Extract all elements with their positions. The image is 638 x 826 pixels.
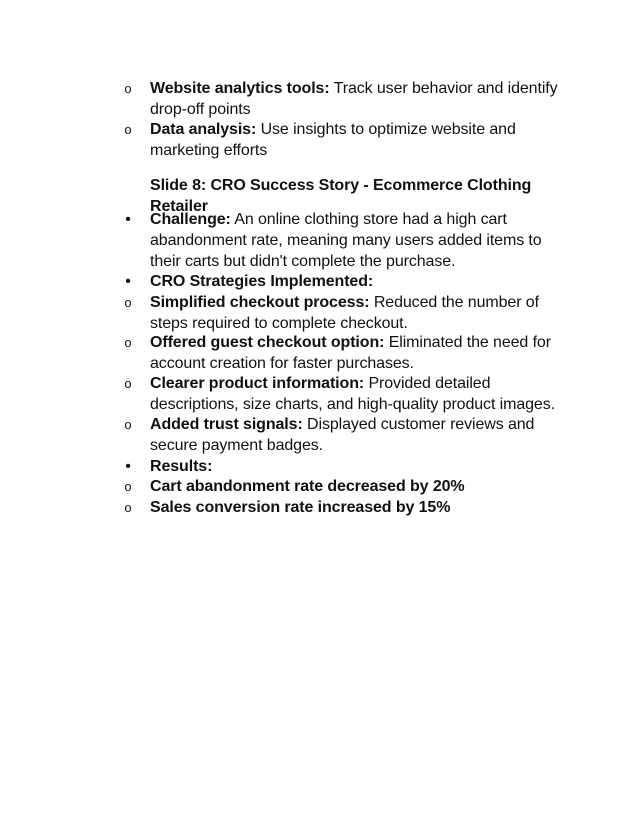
slide-heading: Slide 8: CRO Success Story - Ecommerce Clothing Retailer — [150, 177, 532, 215]
filled-bullet-icon: • — [125, 273, 131, 290]
list-item-label: Website analytics tools: — [150, 80, 330, 97]
hollow-bullet-icon: o — [124, 335, 132, 350]
list-item-label: Clearer product information: — [150, 375, 365, 392]
list-item-body: Use insights to optimize website and marketing efforts — [150, 121, 516, 159]
hollow-bullet-icon: o — [124, 417, 132, 432]
list-item-label: Results: — [150, 458, 213, 475]
list-item-label: Simplified checkout process: — [150, 294, 370, 311]
list-item-body: An online clothing store had a high cart abandonment rate, meaning many users added items to their carts but didn't complete the purchase. — [150, 211, 542, 270]
hollow-bullet-icon: o — [124, 81, 132, 96]
list-item-body: Displayed customer reviews and secure payment badges. — [150, 416, 535, 454]
hollow-bullet-icon: o — [124, 479, 132, 494]
list-item-label: Data analysis: — [150, 121, 257, 138]
list-item-text — [150, 78, 560, 120]
hollow-bullet-icon: o — [124, 376, 132, 391]
list-item-body: Provided detailed descriptions, size charts, and high-quality product images. — [150, 375, 555, 413]
list-item-body: Track user behavior and identify drop-off points — [150, 80, 558, 118]
list-item-body: Eliminated the need for account creation for faster purchases. — [150, 334, 551, 372]
list-item-text — [150, 456, 560, 477]
list-item-label: Cart abandonment rate decreased by 20% — [150, 478, 465, 495]
list-item-text — [150, 271, 560, 292]
list-item-body: Reduced the number of steps required to complete checkout. — [150, 294, 539, 332]
list-item-text — [150, 209, 560, 272]
list-item-text — [150, 373, 560, 415]
hollow-bullet-icon: o — [124, 122, 132, 137]
hollow-bullet-icon: o — [124, 295, 132, 310]
list-item-text — [150, 119, 560, 161]
hollow-bullet-icon: o — [124, 500, 132, 515]
filled-bullet-icon: • — [125, 211, 131, 228]
list-item-label: Added trust signals: — [150, 416, 303, 433]
list-item-text — [150, 476, 560, 497]
list-item-label: CRO Strategies Implemented: — [150, 273, 374, 290]
list-item-text — [150, 292, 560, 334]
list-item-text — [150, 332, 560, 374]
filled-bullet-icon: • — [125, 458, 131, 475]
list-item-label: Challenge: — [150, 211, 231, 228]
list-item-label: Sales conversion rate increased by 15% — [150, 499, 451, 516]
list-item-text — [150, 497, 560, 518]
list-item-label: Offered guest checkout option: — [150, 334, 385, 351]
list-item-text — [150, 414, 560, 456]
